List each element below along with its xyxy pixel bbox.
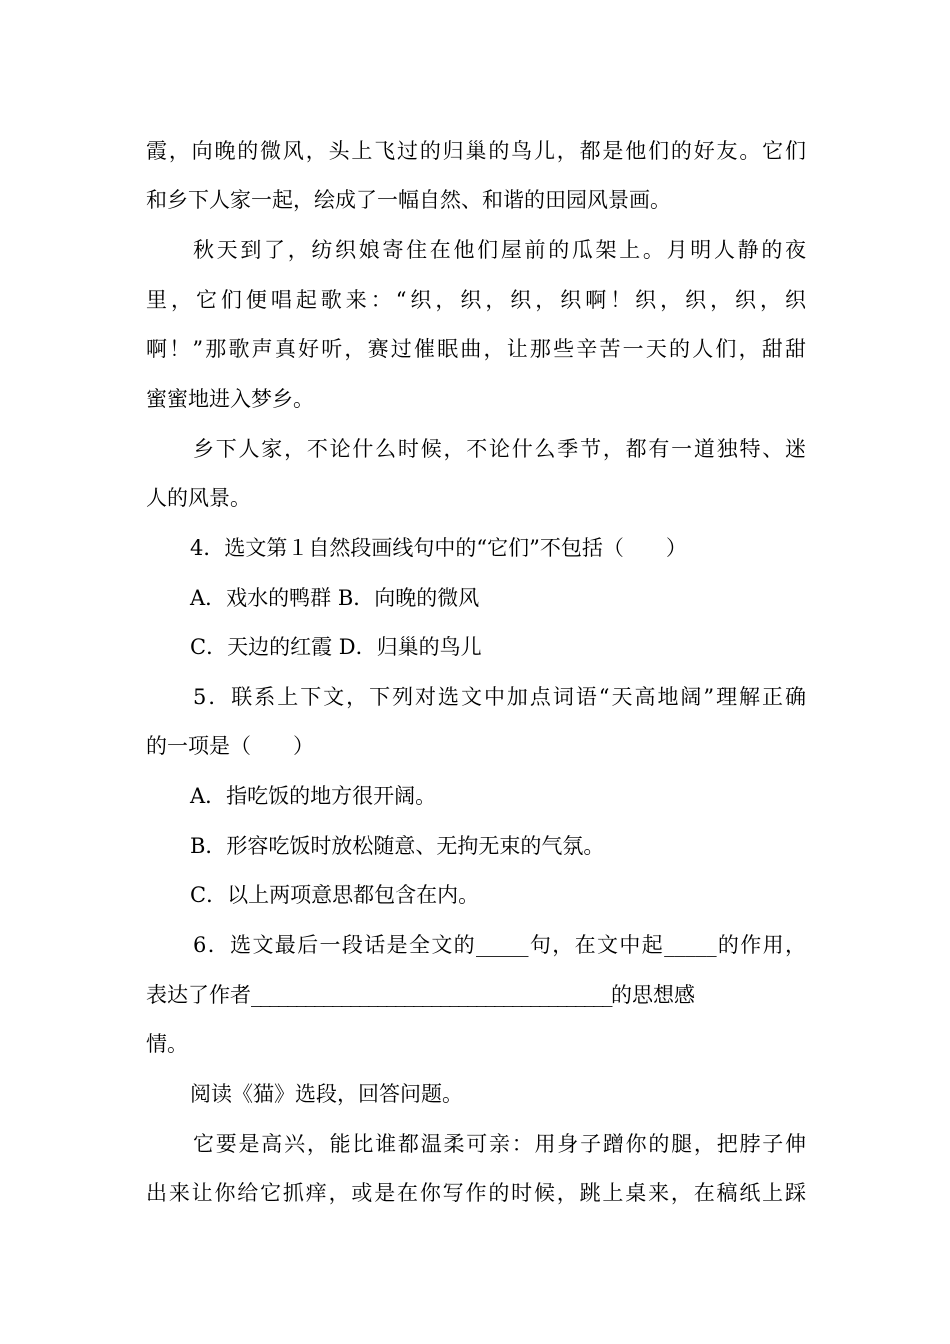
question-6-line-1: [193, 930, 806, 960]
question-4-options-cd: C．天边的红霞 D．归巢的鸟儿: [190, 635, 482, 659]
passage-line: 里，它们便唱起歌来：“织，织，织，织啊！织，织，织，织: [146, 288, 806, 312]
question-6-line-2: [146, 980, 806, 1010]
passage-line: 霞，向晚的微风，头上飞过的归巢的鸟儿，都是他们的好友。它们: [146, 139, 806, 163]
passage-line: 秋天到了，纺织娘寄住在他们屋前的瓜架上。月明人静的夜: [193, 238, 806, 262]
question-4-options-ab: A．戏水的鸭群 B．向晚的微风: [190, 586, 480, 610]
question-5-stem: 5．联系上下文，下列对选文中加点词语“天高地阔”理解正确: [193, 685, 806, 709]
answer-blank[interactable]: _____: [476, 933, 529, 957]
answer-blank[interactable]: _____: [664, 933, 717, 957]
question-6-text: 句，在文中起: [528, 933, 665, 957]
question-6-text: 6．选文最后一段话是全文的: [193, 933, 477, 957]
passage-line: 蜜蜜地进入梦乡。: [146, 387, 314, 411]
question-6-text: 的作用，: [716, 933, 806, 957]
passage-line: 出来让你给它抓痒，或是在你写作的时候，跳上桌来，在稿纸上踩: [146, 1181, 806, 1205]
answer-blank[interactable]: ________________________________________: [251, 983, 611, 1007]
question-5-option-b: B．形容吃饭时放松随意、无拘无束的气氛。: [190, 834, 605, 858]
passage-line: 人的风景。: [146, 486, 251, 510]
question-6-text: 的思想感: [611, 983, 695, 1007]
passage-line: 乡下人家，不论什么时候，不论什么季节，都有一道独特、迷: [193, 437, 806, 461]
reading-intro: 阅读《猫》选段，回答问题。: [190, 1082, 463, 1106]
question-5-option-a: A．指吃饭的地方很开阔。: [190, 784, 437, 808]
question-6-line-3: 情。: [146, 1032, 188, 1056]
passage-line: 啊！”那歌声真好听，赛过催眠曲，让那些辛苦一天的人们，甜甜: [146, 337, 806, 361]
passage-line: 它要是高兴，能比谁都温柔可亲：用身子蹭你的腿，把脖子伸: [193, 1132, 806, 1156]
question-5-option-c: C．以上两项意思都包含在内。: [190, 883, 480, 907]
question-5-stem-end: 的一项是（ ）: [146, 734, 314, 758]
passage-line: 和乡下人家一起，绘成了一幅自然、和谐的田园风景画。: [146, 188, 671, 212]
question-6-text: 表达了作者: [146, 983, 251, 1007]
question-4-stem: 4．选文第１自然段画线句中的“它们”不包括（ ）: [190, 536, 687, 560]
